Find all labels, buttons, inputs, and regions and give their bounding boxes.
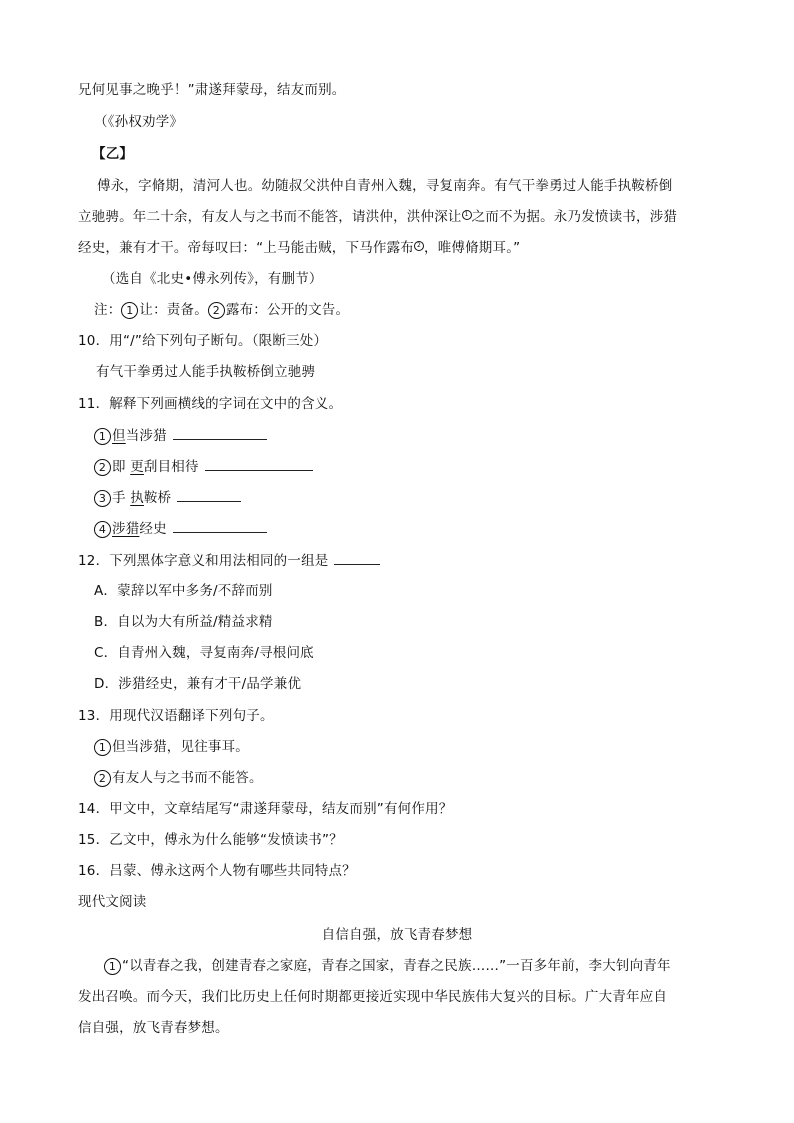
- passage-b-line-3-text-b: ，唯傅脩期耳。”: [424, 240, 521, 256]
- question-12-prompt: [78, 550, 380, 571]
- essay-para-1-line-3: 信自强，放飞青春梦想。: [78, 1020, 229, 1036]
- note-1-text: 让：责备。: [139, 302, 208, 318]
- question-11-item-1: [94, 425, 267, 446]
- question-13-item-1: [94, 737, 249, 757]
- passage-b-line-3-text-a: 经史，兼有才干。帝每叹曰：“上马能击贼，下马作露布: [78, 240, 414, 256]
- answer-blank-12[interactable]: [334, 550, 380, 565]
- note-1-number: 1: [121, 302, 138, 319]
- section-label: 现代文阅读: [78, 894, 147, 910]
- answer-blank-11-3[interactable]: [177, 487, 241, 502]
- q11-item-3-pre: 手: [112, 490, 131, 506]
- passage-b-line-1: 傅永，字脩期，清河人也。幼随叔父洪仲自青州入魏，寻复南奔。有气干拳勇过人能手执鞍桥倒: [97, 178, 673, 194]
- q11-item-4-word: 涉猎: [112, 521, 140, 537]
- passage-b-notes: [94, 300, 349, 320]
- question-10-sentence: 有气干拳勇过人能手执鞍桥倒立驰骋: [96, 364, 316, 380]
- passage-a-source: （《孙权劝学》: [94, 114, 184, 130]
- essay-para-1-line-2: 发出召唤。而今天，我们比历史上任何时期都更接近实现中华民族伟大复兴的目标。广大青年应自: [78, 989, 668, 1005]
- question-11-item-2: [94, 456, 313, 477]
- q13-item-2-number: 2: [94, 770, 111, 787]
- question-14: 14．甲文中，文章结尾写“肃遂拜蒙母，结友而别”有何作用？: [78, 801, 453, 817]
- answer-blank-11-1[interactable]: [173, 425, 267, 440]
- q11-item-1-word: 但: [112, 428, 126, 444]
- question-11-prompt: 11．解释下列画横线的字词在文中的含义。: [78, 396, 343, 412]
- q11-item-2-post: 刮目相待: [143, 459, 199, 475]
- q11-item-3-number: 3: [94, 490, 111, 507]
- q13-item-1-text: 但当涉猎，见往事耳。: [112, 739, 249, 755]
- q13-item-2-text: 有友人与之书而不能答。: [112, 770, 263, 786]
- question-12-option-b: B．自以为大有所益/精益求精: [94, 614, 273, 630]
- essay-para-1-number: 1: [104, 958, 121, 975]
- passage-b-heading: 【乙】: [92, 146, 134, 162]
- essay-title: 自信自强，放飞青春梦想: [321, 927, 473, 943]
- footnote-marker-1: 1: [462, 210, 472, 220]
- essay-para-1-line-1: [104, 956, 671, 976]
- question-11-item-4: [94, 518, 267, 539]
- question-12-option-a: A．蒙辞以军中多务/不辞而别: [94, 583, 273, 599]
- question-11-item-3: [94, 487, 241, 508]
- q11-item-2-pre: 即: [112, 459, 131, 475]
- question-10-prompt: 10．用“/”给下列句子断句。（限断三处）: [78, 333, 328, 349]
- question-12-option-c: C．自青州入魏，寻复南奔/寻根问底: [94, 645, 314, 661]
- passage-b-line-2-text-b: 之而不为据。永乃发愤读书，涉猎: [471, 209, 678, 225]
- question-16: 16．吕蒙、傅永这两个人物有哪些共同特点？: [78, 863, 356, 879]
- footnote-marker-2: 2: [414, 241, 424, 251]
- q11-item-1-number: 1: [94, 428, 111, 445]
- answer-blank-11-2[interactable]: [205, 456, 313, 471]
- passage-a-last-line: 兄何见事之晚乎！”肃遂拜蒙母，结友而别。: [78, 82, 346, 98]
- passage-b-line-3: [78, 238, 520, 258]
- notes-prefix: 注：: [94, 302, 122, 318]
- question-13-prompt: 13．用现代汉语翻译下列句子。: [78, 708, 274, 724]
- q13-item-1-number: 1: [94, 739, 111, 756]
- essay-para-1-line-1-text: “以青春之我，创建青春之家庭，青春之国家，青春之民族……”一百多年前，李大钊向青年: [122, 958, 671, 974]
- question-12-text: 12．下列黑体字意义和用法相同的一组是: [78, 553, 329, 569]
- q11-item-2-word: 更: [130, 459, 144, 475]
- question-12-option-d: D．涉猎经史，兼有才干/品学兼优: [94, 676, 302, 692]
- answer-blank-11-4[interactable]: [173, 518, 267, 533]
- passage-b-source: （选自《北史•傅永列传》，有删节）: [102, 271, 323, 287]
- question-13-item-2: [94, 768, 263, 788]
- q11-item-2-number: 2: [94, 459, 111, 476]
- q11-item-3-word: 执: [130, 490, 144, 506]
- question-15: 15．乙文中，傅永为什么能够“发愤读书”？: [78, 832, 343, 848]
- passage-b-line-2-text-a: 立驰骋。年二十余，有友人与之书而不能答，请洪仲，洪仲深让: [78, 209, 462, 225]
- q11-item-1-post: 当涉猎: [125, 428, 167, 444]
- passage-b-line-2: [78, 207, 677, 227]
- q11-item-4-number: 4: [94, 521, 111, 538]
- q11-item-3-post: 鞍桥: [143, 490, 172, 506]
- q11-item-4-post: 经史: [139, 521, 167, 537]
- note-2-text: 露布：公开的文告。: [225, 302, 350, 318]
- note-2-number: 2: [208, 302, 225, 319]
